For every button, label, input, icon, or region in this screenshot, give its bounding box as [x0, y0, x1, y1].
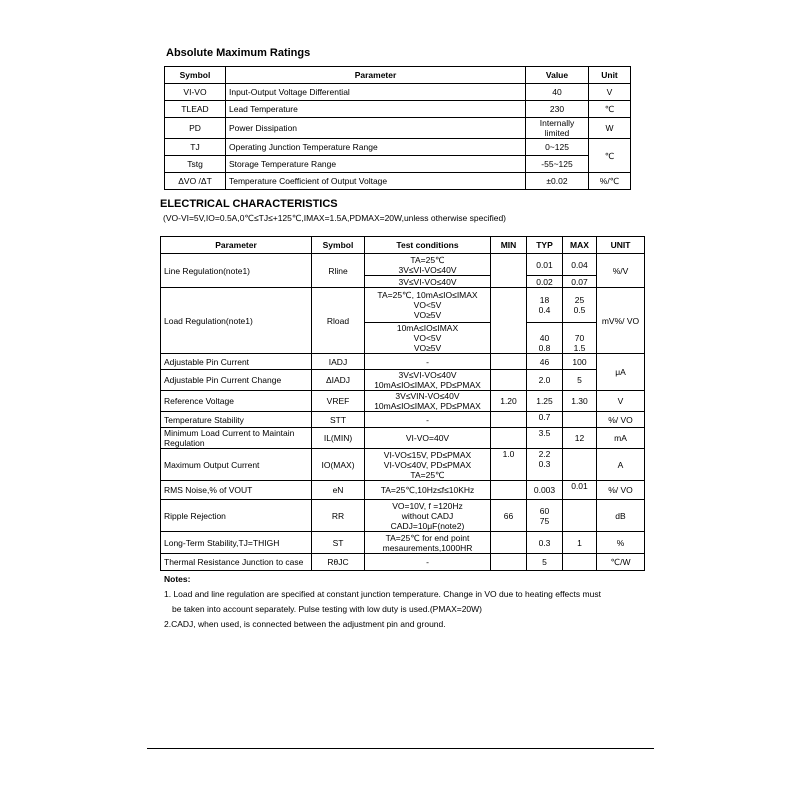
- vref-unit: V: [597, 391, 645, 412]
- table-row: [161, 370, 645, 391]
- table-row: [161, 449, 645, 481]
- adj-change-symbol: ΔIADJ: [312, 370, 365, 391]
- adj-change-test: 3V≤VI-VO≤40V 10mA≤IO≤IMAX, PD≤PMAX: [365, 370, 491, 391]
- load-reg-symbol: Rload: [312, 288, 365, 354]
- long-term-symbol: ST: [312, 532, 365, 554]
- abs-unit: %/℃: [589, 173, 631, 190]
- rms-typ: 0.003: [527, 481, 563, 500]
- adj-current-unit: μA: [597, 354, 645, 391]
- long-term-typ: 0.3: [527, 532, 563, 554]
- abs-header-unit: Unit: [589, 67, 631, 84]
- table-row: [161, 481, 645, 500]
- abs-header-symbol: Symbol: [165, 67, 226, 84]
- abs-max-table: [164, 66, 631, 190]
- abs-max-title: Absolute Maximum Ratings: [166, 47, 311, 59]
- vref-test: 3V≤VIN-VO≤40V 10mA≤IO≤IMAX, PD≤PMAX: [365, 391, 491, 412]
- ripple-typ: 60 75: [527, 500, 563, 532]
- min-load-symbol: IL(MIN): [312, 428, 365, 449]
- abs-value: 230: [526, 101, 589, 118]
- load-reg-max2: 70 1.5: [563, 323, 597, 354]
- line-reg-symbol: Rline: [312, 254, 365, 288]
- vref-symbol: VREF: [312, 391, 365, 412]
- min-load-test: VI-VO=40V: [365, 428, 491, 449]
- rms-parameter: RMS Noise,% of VOUT: [161, 481, 312, 500]
- load-reg-typ2: 40 0.8: [527, 323, 563, 354]
- max-out-parameter: Maximum Output Current: [161, 449, 312, 481]
- table-row: [165, 101, 631, 118]
- max-out-test: VI-VO≤15V, PD≤PMAX VI-VO≤40V, PD≤PMAX TA=25℃: [365, 449, 491, 481]
- temp-stab-typ: 0.7: [527, 412, 563, 428]
- temp-stab-min: [491, 412, 527, 428]
- table-row: [161, 254, 645, 276]
- long-term-parameter: Long-Term Stability,TJ=THIGH: [161, 532, 312, 554]
- min-load-typ: 3.5: [527, 428, 563, 449]
- load-reg-parameter: Load Regulation(note1): [161, 288, 312, 354]
- adj-change-typ: 2.0: [527, 370, 563, 391]
- min-load-unit: mA: [597, 428, 645, 449]
- rms-unit: %/ VO: [597, 481, 645, 500]
- thermal-max: [563, 554, 597, 571]
- table-row: [161, 391, 645, 412]
- table-row: [161, 412, 645, 428]
- elec-header-unit: UNIT: [597, 237, 645, 254]
- load-reg-unit: mV%/ VO: [597, 288, 645, 354]
- table-row: [161, 554, 645, 571]
- ripple-symbol: RR: [312, 500, 365, 532]
- vref-max: 1.30: [563, 391, 597, 412]
- table-row: [165, 118, 631, 139]
- ripple-min: 66: [491, 500, 527, 532]
- load-reg-min: [491, 288, 527, 354]
- thermal-unit: ℃/W: [597, 554, 645, 571]
- adj-current-parameter: Adjustable Pin Current: [161, 354, 312, 370]
- abs-header-value: Value: [526, 67, 589, 84]
- temp-stab-parameter: Temperature Stability: [161, 412, 312, 428]
- table-row: [165, 173, 631, 190]
- min-load-parameter: Minimum Load Current to Maintain Regulation: [161, 428, 312, 449]
- elec-header-max: MAX: [563, 237, 597, 254]
- rms-test: TA=25℃,10Hz≤f≤10KHz: [365, 481, 491, 500]
- max-out-symbol: IO(MAX): [312, 449, 365, 481]
- elec-conditions: (VO-VI=5V,IO=0.5A,0℃≤TJ≤+125℃,IMAX=1.5A,PDMAX=20W,unless otherwise specified): [163, 213, 507, 223]
- thermal-test: -: [365, 554, 491, 571]
- notes-title: Notes:: [164, 574, 191, 584]
- load-reg-typ1: 18 0.4: [527, 288, 563, 323]
- rms-max: 0.01: [563, 481, 597, 500]
- note-2: 2.CADJ, when used, is connected between the adjustment pin and ground.: [164, 619, 446, 629]
- max-out-typ: 2.2 0.3: [527, 449, 563, 481]
- note-1a: 1. Load and line regulation are specified at constant junction temperature. Change in VO due to heating effects must: [164, 589, 601, 599]
- load-reg-test2: 10mA≤IO≤IMAX VO<5V VO≥5V: [365, 323, 491, 354]
- ripple-max: [563, 500, 597, 532]
- line-reg-max2: 0.07: [563, 276, 597, 288]
- abs-symbol: PD: [165, 118, 226, 139]
- abs-value: 0~125: [526, 139, 589, 156]
- adj-change-min: [491, 370, 527, 391]
- temp-stab-unit: %/ VO: [597, 412, 645, 428]
- table-row: [161, 288, 645, 323]
- abs-value: Internally limited: [526, 118, 589, 139]
- abs-value: ±0.02: [526, 173, 589, 190]
- abs-parameter: Power Dissipation: [226, 118, 526, 139]
- thermal-symbol: RθJC: [312, 554, 365, 571]
- adj-change-parameter: Adjustable Pin Current Change: [161, 370, 312, 391]
- abs-header-parameter: Parameter: [226, 67, 526, 84]
- max-out-unit: A: [597, 449, 645, 481]
- max-out-max: [563, 449, 597, 481]
- adj-current-test: -: [365, 354, 491, 370]
- elec-title: ELECTRICAL CHARACTERISTICS: [160, 198, 338, 210]
- table-row: [161, 428, 645, 449]
- table-row: [165, 156, 631, 173]
- adj-current-max: 100: [563, 354, 597, 370]
- abs-unit: V: [589, 84, 631, 101]
- ripple-parameter: Ripple Rejection: [161, 500, 312, 532]
- abs-unit: ℃: [589, 139, 631, 173]
- rms-min: [491, 481, 527, 500]
- ripple-unit: dB: [597, 500, 645, 532]
- adj-current-symbol: IADJ: [312, 354, 365, 370]
- vref-parameter: Reference Voltage: [161, 391, 312, 412]
- abs-parameter: Storage Temperature Range: [226, 156, 526, 173]
- table-row: [161, 532, 645, 554]
- vref-min: 1.20: [491, 391, 527, 412]
- table-row: [161, 500, 645, 532]
- adj-change-max: 5: [563, 370, 597, 391]
- abs-parameter: Temperature Coefficient of Output Voltage: [226, 173, 526, 190]
- temp-stab-test: -: [365, 412, 491, 428]
- adj-current-typ: 46: [527, 354, 563, 370]
- notes-section: [164, 572, 644, 632]
- vref-typ: 1.25: [527, 391, 563, 412]
- temp-stab-max: [563, 412, 597, 428]
- adj-current-min: [491, 354, 527, 370]
- abs-symbol: TLEAD: [165, 101, 226, 118]
- abs-unit: W: [589, 118, 631, 139]
- elec-header-parameter: Parameter: [161, 237, 312, 254]
- long-term-unit: %: [597, 532, 645, 554]
- rms-symbol: eN: [312, 481, 365, 500]
- long-term-min: [491, 532, 527, 554]
- line-reg-max1: 0.04: [563, 254, 597, 276]
- line-reg-test2: 3V≤VI-VO≤40V: [365, 276, 491, 288]
- ripple-test: VO=10V, f =120Hz without CADJ CADJ=10μF(note2): [365, 500, 491, 532]
- line-reg-typ1: 0.01: [527, 254, 563, 276]
- elec-header-min: MIN: [491, 237, 527, 254]
- line-reg-test1: TA=25℃ 3V≤VI-VO≤40V: [365, 254, 491, 276]
- footer-rule: [147, 748, 654, 749]
- thermal-typ: 5: [527, 554, 563, 571]
- long-term-max: 1: [563, 532, 597, 554]
- abs-parameter: Input-Output Voltage Differential: [226, 84, 526, 101]
- abs-parameter: Lead Temperature: [226, 101, 526, 118]
- line-reg-parameter: Line Regulation(note1): [161, 254, 312, 288]
- table-row: [165, 139, 631, 156]
- elec-table: [160, 236, 645, 571]
- line-reg-min: [491, 254, 527, 288]
- elec-header-symbol: Symbol: [312, 237, 365, 254]
- abs-symbol: TJ: [165, 139, 226, 156]
- min-load-max: 12: [563, 428, 597, 449]
- abs-parameter: Operating Junction Temperature Range: [226, 139, 526, 156]
- max-out-min: 1.0: [491, 449, 527, 481]
- temp-stab-symbol: STT: [312, 412, 365, 428]
- long-term-test: TA=25℃ for end point mesaurements,1000HR: [365, 532, 491, 554]
- table-row: [161, 354, 645, 370]
- abs-value: -55~125: [526, 156, 589, 173]
- line-reg-unit: %/V: [597, 254, 645, 288]
- thermal-min: [491, 554, 527, 571]
- min-load-min: [491, 428, 527, 449]
- note-1b: be taken into account separately. Pulse testing with low duty is used.(PMAX=20W): [172, 604, 483, 614]
- line-reg-typ2: 0.02: [527, 276, 563, 288]
- load-reg-test1: TA=25℃, 10mA≤IO≤IMAX VO<5V VO≥5V: [365, 288, 491, 323]
- load-reg-max1: 25 0.5: [563, 288, 597, 323]
- abs-symbol: ΔVO /ΔT: [165, 173, 226, 190]
- abs-symbol: Tstg: [165, 156, 226, 173]
- abs-symbol: VI-VO: [165, 84, 226, 101]
- table-row: [165, 84, 631, 101]
- elec-header-test: Test conditions: [365, 237, 491, 254]
- elec-header-typ: TYP: [527, 237, 563, 254]
- thermal-parameter: Thermal Resistance Junction to case: [161, 554, 312, 571]
- abs-value: 40: [526, 84, 589, 101]
- abs-unit: ℃: [589, 101, 631, 118]
